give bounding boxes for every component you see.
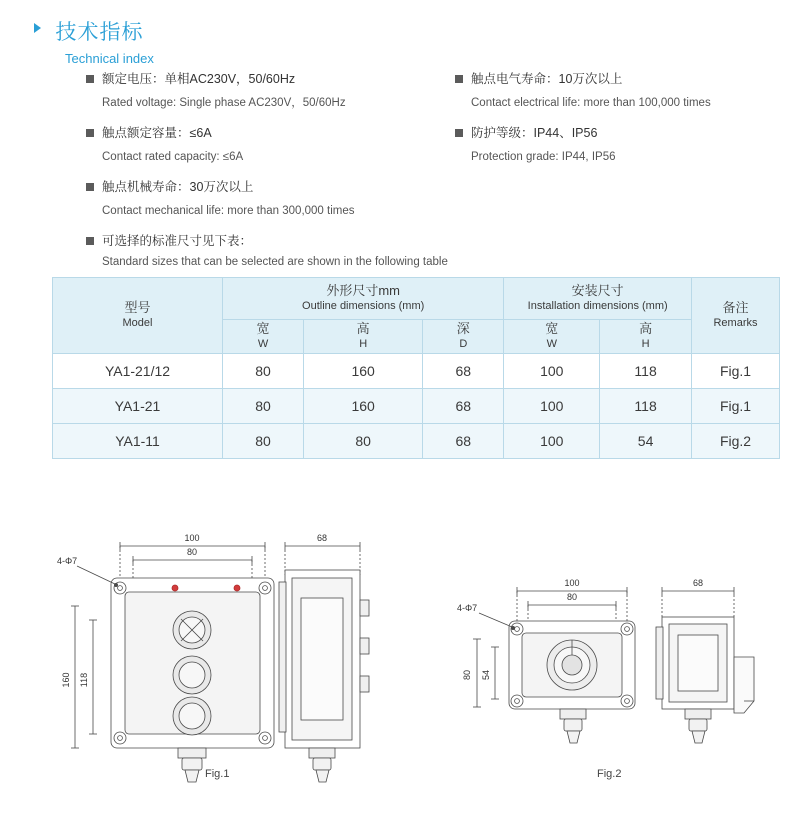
specs-column-left bbox=[86, 70, 466, 280]
technical-drawings-section bbox=[0, 510, 811, 810]
cell-install-w: 100 bbox=[504, 389, 600, 424]
cell-remark: Fig.1 bbox=[692, 354, 780, 389]
fig1-hole-note: 4-Φ7 bbox=[57, 556, 78, 566]
spec-text-en: Contact mechanical life: more than 300,000 times bbox=[102, 205, 355, 217]
spec-item bbox=[86, 70, 466, 112]
subheader-cell-outline-d: 深 D bbox=[423, 320, 504, 354]
cell-outline-h: 160 bbox=[304, 389, 423, 424]
spec-text-en: Rated voltage: Single phase AC230V，50/60Hz bbox=[102, 97, 346, 109]
spec-text-en: Contact electrical life: more than 100,000 times bbox=[471, 97, 711, 109]
square-bullet-icon bbox=[86, 183, 94, 191]
header-cell-model: 型号 Model bbox=[53, 278, 223, 354]
spec-item bbox=[86, 232, 466, 271]
fig1-side-view-drawing bbox=[265, 520, 405, 790]
fig1-caption: Fig.1 bbox=[205, 768, 230, 780]
cell-install-w: 100 bbox=[504, 354, 600, 389]
spec-text-cn: 额定电压：单相AC230V，50/60Hz bbox=[102, 72, 296, 86]
triangle-bullet-icon bbox=[34, 23, 41, 33]
subheader-cell-outline-w: 宽 W bbox=[223, 320, 304, 354]
fig2-dim-top-outer: 100 bbox=[564, 578, 580, 588]
square-bullet-icon bbox=[455, 75, 463, 83]
spec-text-cn: 触点机械寿命：30万次以上 bbox=[102, 180, 254, 194]
cell-model: YA1-21 bbox=[53, 389, 223, 424]
spec-text-en: Standard sizes that can be selected are shown in the following table bbox=[102, 256, 448, 268]
fig2-hole-note: 4-Φ7 bbox=[457, 603, 478, 613]
square-bullet-icon bbox=[86, 129, 94, 137]
spec-text-en: Protection grade: IP44, IP56 bbox=[471, 151, 616, 163]
cell-remark: Fig.1 bbox=[692, 389, 780, 424]
header-cell-installation: 安装尺寸 Installation dimensions (mm) bbox=[504, 278, 692, 320]
cell-install-w: 100 bbox=[504, 424, 600, 459]
fig2-dim-left-inner: 54 bbox=[481, 669, 491, 681]
square-bullet-icon bbox=[455, 129, 463, 137]
fig1-dim-side: 68 bbox=[316, 533, 328, 543]
cell-outline-w: 80 bbox=[223, 354, 304, 389]
page-header bbox=[34, 16, 154, 66]
spec-item bbox=[455, 70, 805, 112]
table-row bbox=[53, 424, 780, 459]
table-row bbox=[53, 389, 780, 424]
cell-install-h: 118 bbox=[600, 354, 692, 389]
table-row bbox=[53, 354, 780, 389]
cell-model: YA1-11 bbox=[53, 424, 223, 459]
header-cell-outline: 外形尺寸mm Outline dimensions (mm) bbox=[223, 278, 504, 320]
cell-remark: Fig.2 bbox=[692, 424, 780, 459]
spec-item bbox=[455, 124, 805, 166]
fig1-dim-top-inner: 80 bbox=[186, 547, 198, 557]
cell-model: YA1-21/12 bbox=[53, 354, 223, 389]
spec-text-cn: 触点额定容量：≤6A bbox=[102, 126, 212, 140]
square-bullet-icon bbox=[86, 75, 94, 83]
table-header-row bbox=[53, 278, 780, 320]
subheader-cell-outline-h: 高 H bbox=[304, 320, 423, 354]
fig1-dim-top-outer: 100 bbox=[184, 533, 200, 543]
subheader-cell-install-w: 宽 W bbox=[504, 320, 600, 354]
spec-text-cn: 可选择的标准尺寸见下表： bbox=[102, 234, 253, 248]
page-subtitle: Technical index bbox=[65, 51, 154, 66]
fig2-side-view-drawing bbox=[648, 565, 788, 785]
fig1-dim-left-inner: 118 bbox=[79, 672, 89, 688]
cell-outline-h: 80 bbox=[304, 424, 423, 459]
fig2-dim-top-inner: 80 bbox=[566, 592, 578, 602]
spec-text-en: Contact rated capacity: ≤6A bbox=[102, 151, 244, 163]
spec-item bbox=[86, 178, 466, 220]
dimensions-table bbox=[52, 277, 780, 459]
fig2-caption: Fig.2 bbox=[597, 768, 622, 780]
cell-install-h: 118 bbox=[600, 389, 692, 424]
cell-outline-w: 80 bbox=[223, 389, 304, 424]
fig2-dim-left-outer: 80 bbox=[462, 669, 472, 681]
header-cell-remarks: 备注 Remarks bbox=[692, 278, 780, 354]
specs-column-right bbox=[455, 70, 805, 175]
spec-item bbox=[86, 124, 466, 166]
page-title: 技术指标 bbox=[55, 21, 144, 44]
cell-outline-d: 68 bbox=[423, 354, 504, 389]
fig2-dim-side: 68 bbox=[692, 578, 704, 588]
cell-outline-h: 160 bbox=[304, 354, 423, 389]
square-bullet-icon bbox=[86, 237, 94, 245]
cell-install-h: 54 bbox=[600, 424, 692, 459]
cell-outline-d: 68 bbox=[423, 424, 504, 459]
cell-outline-d: 68 bbox=[423, 389, 504, 424]
spec-text-cn: 防护等级：IP44、IP56 bbox=[471, 126, 598, 140]
dimensions-table-wrapper bbox=[52, 277, 780, 459]
spec-text-cn: 触点电气寿命：10万次以上 bbox=[471, 72, 623, 86]
subheader-cell-install-h: 高 H bbox=[600, 320, 692, 354]
cell-outline-w: 80 bbox=[223, 424, 304, 459]
fig1-dim-left-outer: 160 bbox=[61, 672, 71, 688]
